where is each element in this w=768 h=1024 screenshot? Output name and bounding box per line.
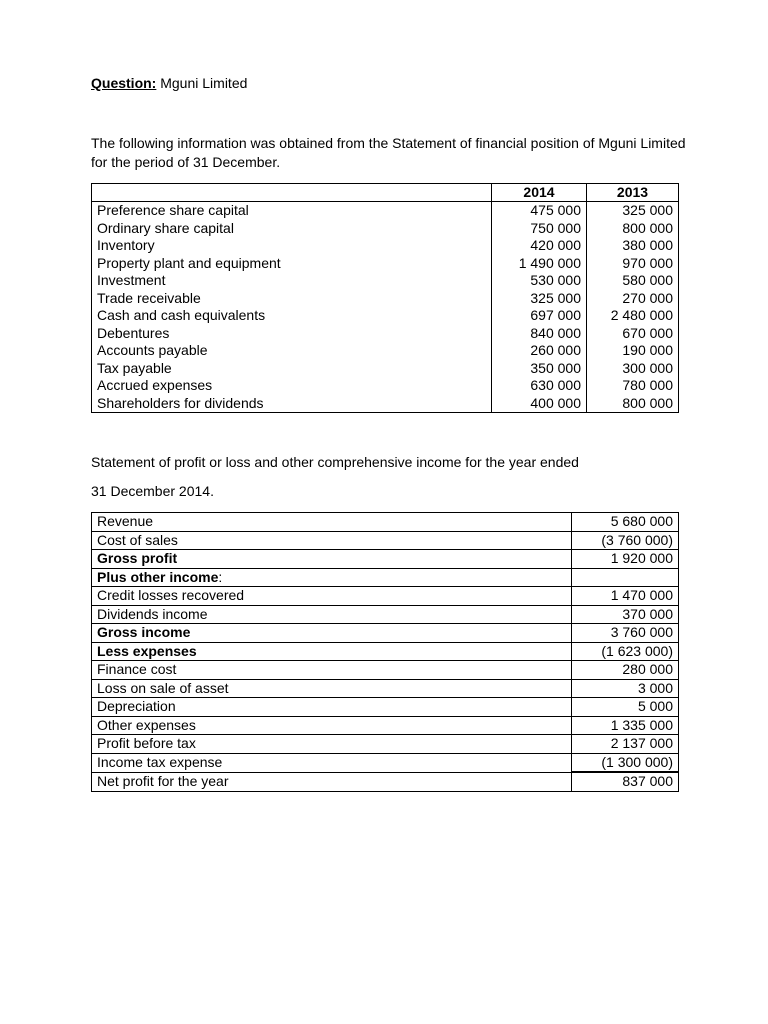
table-row [92,290,679,308]
table-row [92,716,679,735]
value-2013: 190 000 [587,342,679,360]
row-item: Ordinary share capital [92,220,492,238]
table-row [92,307,679,325]
table-row [92,568,679,587]
row-item: Cash and cash equivalents [92,307,492,325]
row-amount: 1 920 000 [572,550,679,569]
table-row [92,377,679,395]
row-item-label: Less expenses [97,642,197,659]
table-row [92,661,679,680]
row-amount: 3 760 000 [572,624,679,643]
value-2013: 800 000 [587,220,679,238]
table-row [92,550,679,569]
value-2013: 300 000 [587,360,679,378]
row-item [92,568,572,587]
table-row [92,237,679,255]
row-amount: 370 000 [572,605,679,624]
row-item-label: Cost of sales [97,531,178,548]
table-row [92,325,679,343]
row-amount: 1 335 000 [572,716,679,735]
pl-heading-line1: Statement of profit or loss and other comprehensive income for the year ended [91,454,579,470]
value-2014: 530 000 [492,272,587,290]
row-item: Debentures [92,325,492,343]
row-item: Accrued expenses [92,377,492,395]
profit-loss-table [91,512,679,792]
row-item [92,735,572,754]
row-item-label: Dividends income [97,605,208,622]
row-item-label: Other expenses [97,716,196,733]
table-row [92,679,679,698]
value-2014: 475 000 [492,202,587,220]
row-item: Trade receivable [92,290,492,308]
table-row [92,772,679,791]
row-item-label: Gross income [97,624,191,640]
value-2014: 697 000 [492,307,587,325]
table-row [92,360,679,378]
table-row [92,342,679,360]
value-2013: 780 000 [587,377,679,395]
row-item [92,550,572,569]
value-2014: 750 000 [492,220,587,238]
row-item [92,772,572,791]
table-row [92,605,679,624]
row-item [92,661,572,680]
row-item-label: Depreciation [97,698,176,714]
value-2014: 630 000 [492,377,587,395]
value-2013: 325 000 [587,202,679,220]
value-2014: 1 490 000 [492,255,587,273]
value-2014: 400 000 [492,395,587,413]
pl-heading-line2: 31 December 2014. [91,483,214,499]
header-2013: 2013 [587,184,679,202]
row-item: Inventory [92,237,492,255]
row-item-label: Finance cost [97,661,177,677]
row-item-label: Net profit for the year [97,772,229,789]
financial-position-table [91,183,679,413]
row-amount: 280 000 [572,661,679,680]
table-row [92,735,679,754]
row-item-suffix: : [218,568,223,585]
row-amount: (1 300 000) [572,753,679,772]
value-2013: 2 480 000 [587,307,679,325]
row-item [92,531,572,550]
question-line [91,75,247,91]
table-row [92,587,679,606]
table-row [92,753,679,772]
row-item [92,624,572,643]
row-item [92,679,572,698]
row-item [92,753,572,772]
row-amount: (3 760 000) [572,531,679,550]
value-2014: 840 000 [492,325,587,343]
table-row [92,395,679,413]
row-amount: 3 000 [572,679,679,698]
value-2014: 350 000 [492,360,587,378]
value-2013: 380 000 [587,237,679,255]
row-item [92,698,572,717]
row-item: Tax payable [92,360,492,378]
row-item [92,716,572,735]
intro-paragraph: The following information was obtained from the Statement of financial position of Mguni Limited for the period of 31 December. [91,135,686,170]
table-row [92,642,679,661]
row-amount: 2 137 000 [572,735,679,754]
row-item: Investment [92,272,492,290]
table-row [92,202,679,220]
value-2014: 260 000 [492,342,587,360]
row-item: Accounts payable [92,342,492,360]
question-title: Mguni Limited [160,75,248,91]
row-item-label: Income tax expense [97,753,223,770]
value-2013: 270 000 [587,290,679,308]
table-row [92,624,679,643]
header-blank [92,184,492,202]
value-2013: 580 000 [587,272,679,290]
value-2013: 670 000 [587,325,679,343]
row-item: Property plant and equipment [92,255,492,273]
table-row [92,698,679,717]
row-item-label: Plus other income [97,568,219,585]
row-amount: 1 470 000 [572,587,679,606]
row-amount: 837 000 [572,772,679,791]
row-item [92,605,572,624]
value-2013: 800 000 [587,395,679,413]
row-item-label: Profit before tax [97,735,196,751]
value-2013: 970 000 [587,255,679,273]
row-amount [572,568,679,587]
row-amount: 5 000 [572,698,679,717]
table-header-row [92,184,679,202]
row-item: Preference share capital [92,202,492,220]
value-2014: 420 000 [492,237,587,255]
table-row [92,220,679,238]
row-item: Shareholders for dividends [92,395,492,413]
row-amount: 5 680 000 [572,513,679,532]
row-item-label: Gross profit [97,550,178,566]
row-item [92,642,572,661]
table-row [92,531,679,550]
row-item-label: Revenue [97,513,154,529]
value-2014: 325 000 [492,290,587,308]
row-item [92,587,572,606]
row-item-label: Loss on sale of asset [97,679,229,696]
row-item [92,513,572,532]
table-row [92,255,679,273]
row-amount: (1 623 000) [572,642,679,661]
question-label: Question: [91,75,157,91]
table-row [92,272,679,290]
header-2014: 2014 [492,184,587,202]
row-item-label: Credit losses recovered [97,587,245,603]
table-row [92,513,679,532]
